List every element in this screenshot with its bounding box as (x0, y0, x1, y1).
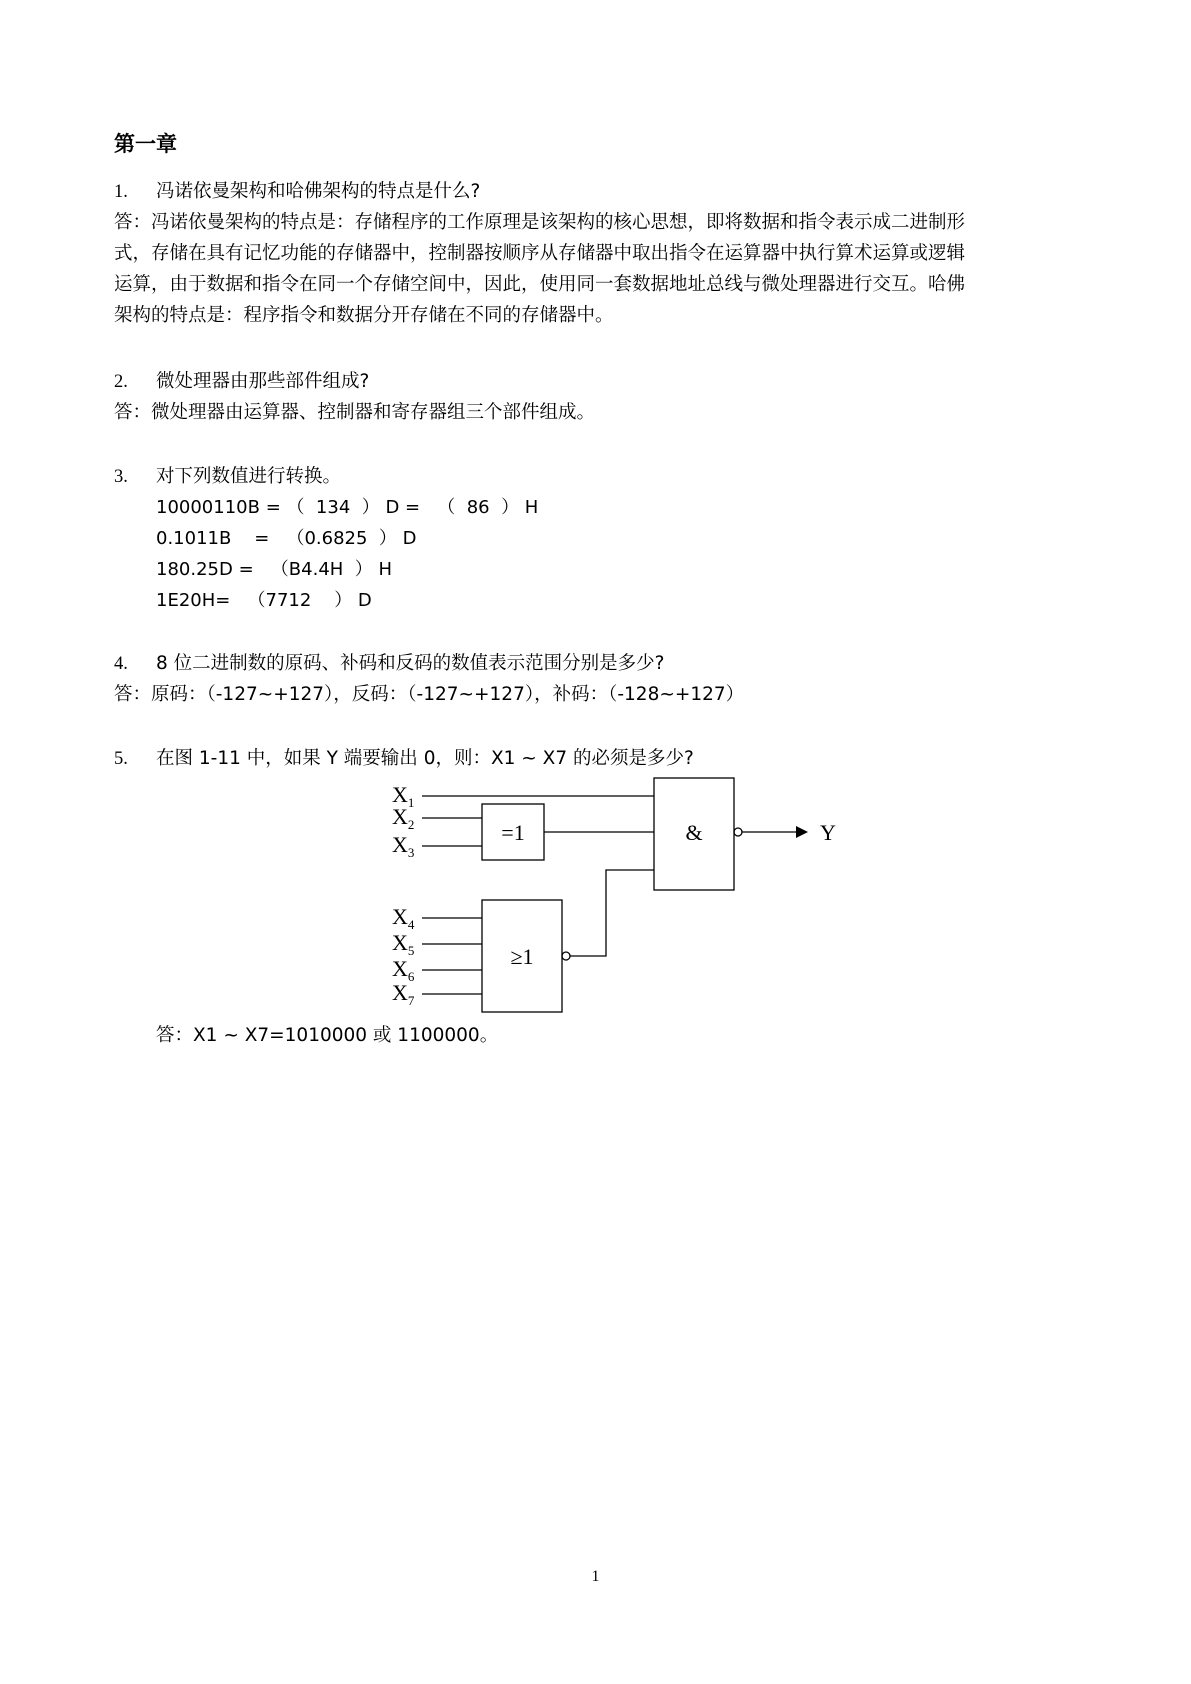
answer-4: 答：原码：（-127~+127），反码：（-127~+127），补码：（-128~+127） (114, 684, 745, 705)
and-gate-label: & (685, 820, 703, 845)
question-number: 5. (114, 749, 128, 769)
answer-1-line-2: 式，存储在具有记忆功能的存储器中，控制器按顺序从存储器中取出指令在运算器中执行算术运算或逻辑 (114, 243, 966, 264)
conversion-row: 180.25D = （B4.4H ） H (156, 559, 393, 580)
question-number: 1. (114, 182, 128, 202)
input-label-x2: $X_2$ (392, 804, 415, 832)
question-text: 微处理器由那些部件组成? (156, 371, 370, 392)
question-text: 对下列数值进行转换。 (156, 466, 342, 487)
input-label-x1: $X_1$ (392, 782, 415, 810)
chapter-title: 第一章 (114, 132, 177, 156)
or-gate-label: ≥1 (510, 944, 534, 969)
wire-or-out (570, 870, 654, 956)
question-3 (114, 461, 341, 493)
question-1 (114, 176, 480, 208)
question-number: 3. (114, 467, 128, 487)
question-2 (114, 366, 369, 398)
question-text: 8 位二进制数的原码、补码和反码的数值表示范围分别是多少? (156, 653, 665, 674)
xor-gate-label: =1 (501, 820, 525, 845)
answer-5: 答：X1 ~ X7=1010000 或 1100000。 (156, 1025, 499, 1046)
or-inversion-bubble (562, 952, 570, 960)
conversion-row: 0.1011B = （0.6825 ） D (156, 528, 417, 549)
question-number: 2. (114, 372, 128, 392)
answer-1-line-3: 运算，由于数据和指令在同一个存储空间中，因此，使用同一套数据地址总线与微处理器进行交互。哈佛 (114, 274, 966, 295)
question-number: 4. (114, 654, 128, 674)
input-label-x5: $X_5$ (392, 930, 415, 958)
question-text: 在图 1-11 中，如果 Y 端要输出 0，则：X1 ~ X7 的必须是多少? (156, 748, 694, 769)
page-number: 1 (591, 1568, 600, 1585)
and-inversion-bubble (734, 828, 742, 836)
question-text: 冯诺依曼架构和哈佛架构的特点是什么? (156, 181, 481, 202)
input-label-x7: $X_7$ (392, 980, 415, 1008)
answer-2: 答：微处理器由运算器、控制器和寄存器组三个部件组成。 (114, 402, 596, 423)
logic-circuit-diagram (380, 770, 860, 1020)
input-label-x3: $X_3$ (392, 832, 415, 860)
question-4 (114, 648, 664, 680)
conversion-row: 1E20H= （7712 ） D (156, 590, 372, 611)
output-arrow-icon (796, 826, 808, 838)
input-label-x6: $X_6$ (392, 956, 415, 984)
input-label-x4: $X_4$ (392, 904, 415, 932)
conversion-row: 10000110B = （ 134 ） D = （ 86 ） H (156, 497, 539, 518)
output-label: Y (820, 820, 836, 845)
answer-1-line-1: 答：冯诺依曼架构的特点是：存储程序的工作原理是该架构的核心思想，即将数据和指令表示成二进制形 (114, 212, 966, 233)
answer-1-line-4: 架构的特点是：程序指令和数据分开存储在不同的存储器中。 (114, 305, 614, 326)
